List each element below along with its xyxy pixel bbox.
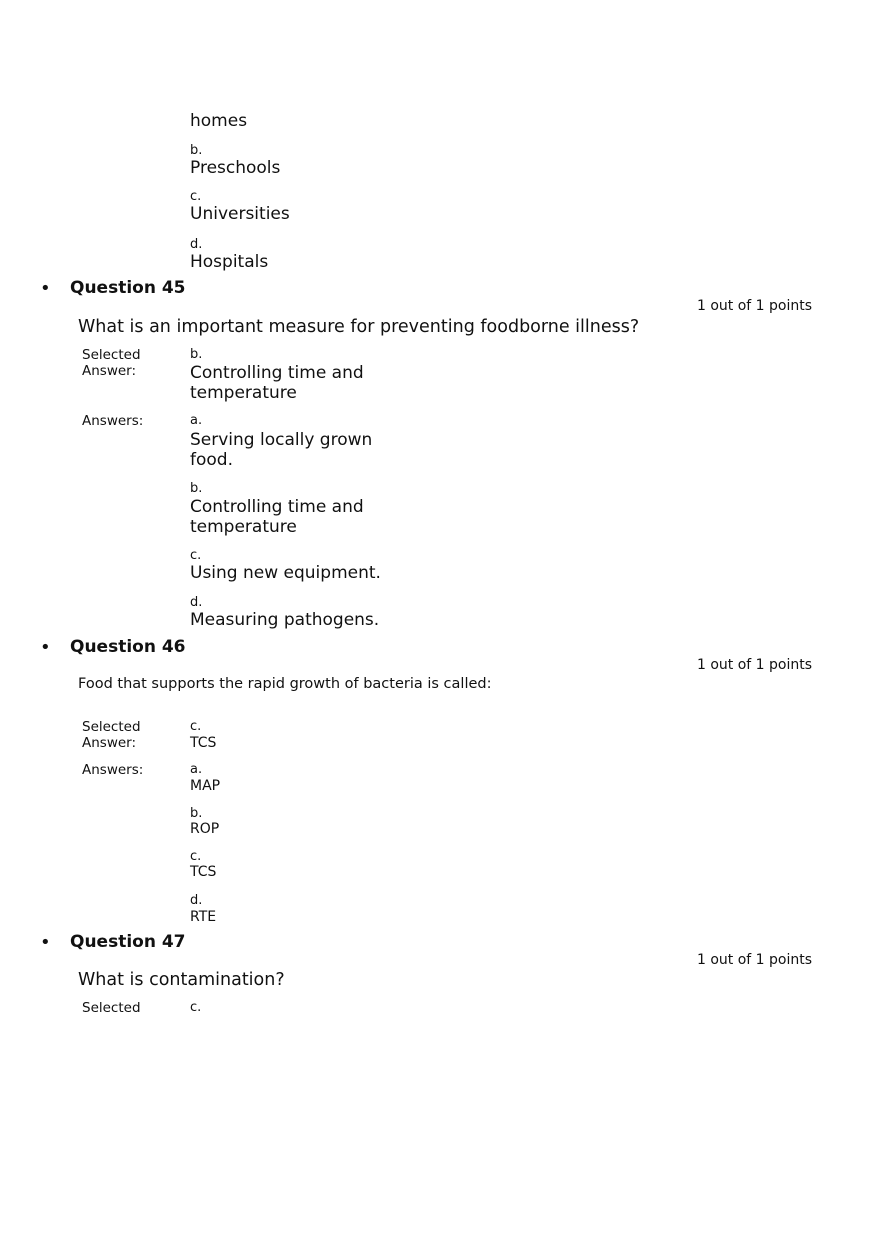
question-prompt: What is contamination? [78,970,285,990]
bullet-icon: • [40,932,51,953]
selected-answer-text: temperature [190,383,297,403]
answer-option-letter: d. [190,893,203,908]
answer-option-letter: b. [190,143,203,158]
selected-answer-text: Controlling time and [190,363,364,383]
answer-option-text: TCS [190,864,217,880]
answer-option-letter: b. [190,481,203,496]
bullet-icon: • [40,637,51,658]
selected-answer-letter: b. [190,347,203,362]
bullet-icon: • [40,278,51,299]
question-title: Question 46 [70,637,186,657]
answers-label: Answers: [82,413,144,429]
answer-option-text: Measuring pathogens. [190,610,380,630]
selected-answer-label: Selected [82,719,141,735]
answer-option-text: MAP [190,778,221,794]
answer-option-letter: c. [190,548,202,563]
answer-option-text: RTE [190,909,217,925]
answer-option-text: Hospitals [190,252,269,272]
answer-option-text: Serving locally grown [190,430,373,450]
answer-option-letter: d. [190,595,203,610]
selected-answer-label: Answer: [82,363,137,379]
selected-answer-text: TCS [190,735,217,751]
answer-option-text: temperature [190,517,297,537]
selected-answer-label: Selected [82,1000,141,1016]
selected-answer-letter: c. [190,1000,202,1015]
answer-option-text: food. [190,450,233,470]
selected-answer-letter: c. [190,719,202,734]
question-title: Question 47 [70,932,186,952]
question-title: Question 45 [70,278,186,298]
answer-option-text: Preschools [190,158,281,178]
answer-option-letter: a. [190,762,203,777]
answer-option-letter: d. [190,237,203,252]
answer-option-text: ROP [190,821,220,837]
selected-answer-label: Answer: [82,735,137,751]
answer-option-letter: c. [190,189,202,204]
answers-label: Answers: [82,762,144,778]
answer-option-text: Controlling time and [190,497,364,517]
answer-option-text: homes [190,111,248,131]
selected-answer-label: Selected [82,347,141,363]
points-label: 1 out of 1 points [697,298,813,314]
question-prompt: Food that supports the rapid growth of bacteria is called: [78,676,492,692]
answer-option-text: Universities [190,204,290,224]
answer-option-letter: a. [190,413,203,428]
answer-option-letter: b. [190,806,203,821]
points-label: 1 out of 1 points [697,952,813,968]
answer-option-text: Using new equipment. [190,563,381,583]
answer-option-letter: c. [190,849,202,864]
question-prompt: What is an important measure for preventing foodborne illness? [78,317,640,337]
points-label: 1 out of 1 points [697,657,813,673]
